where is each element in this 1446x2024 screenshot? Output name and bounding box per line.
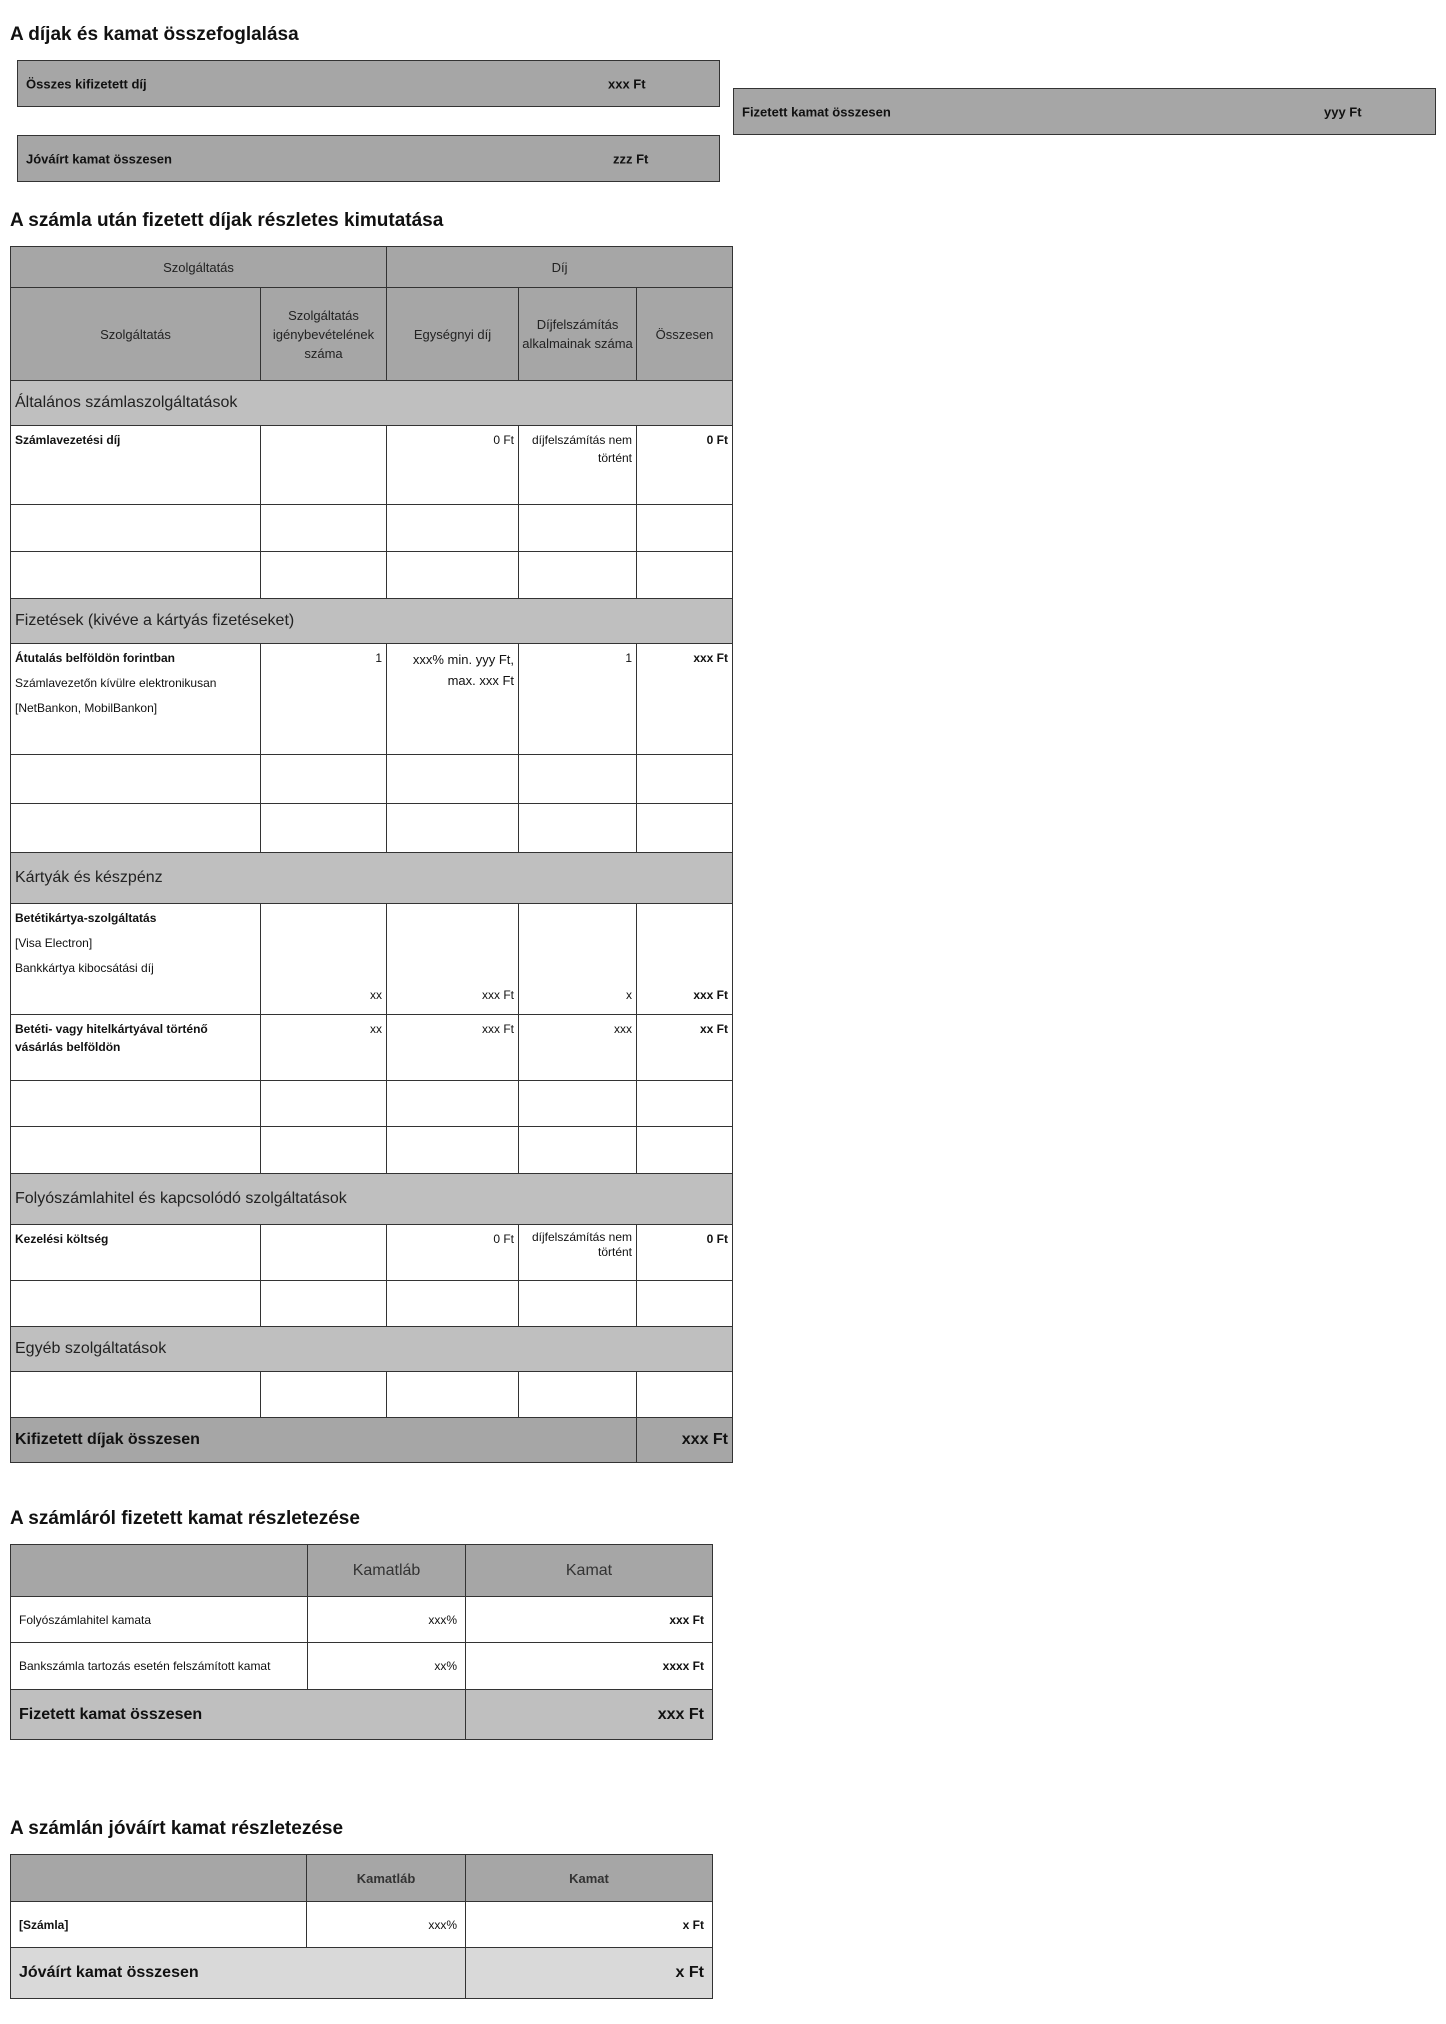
row-handling-unit: 0 Ft — [387, 1225, 519, 1281]
header-service: Szolgáltatás — [11, 288, 261, 381]
paid-interest-label: Fizetett kamat összesen — [742, 104, 891, 119]
total-fees-value: xxx Ft — [608, 76, 646, 91]
table-row — [11, 1372, 733, 1418]
section-overdraft: Folyószámlahitel és kapcsolódó szolgáltatások — [11, 1174, 733, 1225]
row-transfer-count: 1 — [519, 644, 637, 755]
paid-col-rate: Kamatláb — [308, 1545, 466, 1597]
row-debit-card-name: Betétikártya-szolgáltatás — [15, 911, 157, 925]
credited-row-label: [Számla] — [11, 1902, 307, 1948]
credited-interest-box — [17, 135, 720, 182]
row-card-purchase-usage: xx — [261, 1015, 387, 1081]
paid-interest-table — [10, 1544, 713, 1740]
row-account-fee-count: díjfelszámítás nem történt — [519, 426, 637, 505]
paid-col-interest: Kamat — [466, 1545, 713, 1597]
paid-interest-value: yyy Ft — [1324, 104, 1362, 119]
row-debit-card-total: xxx Ft — [637, 904, 733, 1015]
row-debit-card-sub1: [Visa Electron] — [15, 936, 93, 950]
paid-row-label: Bankszámla tartozás esetén felszámított kamat — [11, 1643, 308, 1690]
section-other: Egyéb szolgáltatások — [11, 1327, 733, 1372]
fees-table — [10, 246, 733, 1463]
section-general: Általános számlaszolgáltatások — [11, 381, 733, 426]
row-transfer-total: xxx Ft — [637, 644, 733, 755]
table-row — [11, 644, 733, 755]
table-row — [11, 804, 733, 853]
table-row — [11, 1127, 733, 1174]
paid-row-label: Folyószámlahitel kamata — [11, 1597, 308, 1643]
table-row — [11, 426, 733, 505]
total-fees-box — [17, 60, 720, 107]
header-unit-fee: Egységnyi díj — [387, 288, 519, 381]
credited-total-value: x Ft — [466, 1948, 713, 1999]
fees-title: A számla után fizetett díjak részletes kimutatása — [10, 210, 444, 231]
fees-total-value: xxx Ft — [637, 1418, 733, 1463]
paid-row-interest: xxxx Ft — [466, 1643, 713, 1690]
row-account-fee-unit: 0 Ft — [387, 426, 519, 505]
table-row — [11, 1643, 713, 1690]
row-account-fee-name: Számlavezetési díj — [11, 426, 261, 505]
row-transfer-name: Átutalás belföldön forintban — [15, 651, 175, 665]
row-transfer-usage: 1 — [261, 644, 387, 755]
credited-col-interest: Kamat — [466, 1855, 713, 1902]
table-row — [11, 755, 733, 804]
header-group-service: Szolgáltatás — [11, 247, 387, 288]
header-group-fee: Díj — [387, 247, 733, 288]
row-debit-card-sub2: Bankkártya kibocsátási díj — [15, 961, 154, 975]
table-row — [11, 1015, 733, 1081]
header-total: Összesen — [637, 288, 733, 381]
row-debit-card-count: x — [519, 904, 637, 1015]
row-transfer-sub1: Számlavezetőn kívülre elektronikusan — [15, 676, 217, 690]
header-usage-count: Szolgáltatás igénybevételének száma — [261, 288, 387, 381]
paid-row-rate: xx% — [308, 1643, 466, 1690]
row-transfer-sub2: [NetBankon, MobilBankon] — [15, 701, 158, 715]
credited-row-rate: xxx% — [307, 1902, 466, 1948]
paid-row-rate: xxx% — [308, 1597, 466, 1643]
credited-interest-value: zzz Ft — [613, 151, 649, 166]
table-row — [11, 1081, 733, 1127]
row-account-fee-total: 0 Ft — [637, 426, 733, 505]
credited-col-rate: Kamatláb — [307, 1855, 466, 1902]
row-transfer-unit: xxx% min. yyy Ft, max. xxx Ft — [387, 644, 519, 755]
credited-interest-table — [10, 1854, 713, 1999]
header-charge-count: Díjfelszámítás alkalmainak száma — [519, 288, 637, 381]
row-handling-name: Kezelési költség — [11, 1225, 261, 1281]
section-cards: Kártyák és készpénz — [11, 853, 733, 904]
row-debit-card-usage: xx — [261, 904, 387, 1015]
credited-interest-title: A számlán jóváírt kamat részletezése — [10, 1818, 344, 1839]
table-row — [11, 1597, 713, 1643]
row-handling-count: díjfelszámítás nem történt — [519, 1225, 637, 1281]
row-debit-card-unit: xxx Ft — [387, 904, 519, 1015]
paid-total-label: Fizetett kamat összesen — [11, 1690, 466, 1740]
paid-total-value: xxx Ft — [466, 1690, 713, 1740]
credited-total-label: Jóváírt kamat összesen — [11, 1948, 466, 1999]
table-row — [11, 1902, 713, 1948]
row-card-purchase-total: xx Ft — [637, 1015, 733, 1081]
row-card-purchase-count: xxx — [519, 1015, 637, 1081]
summary-title: A díjak és kamat összefoglalása — [10, 24, 299, 45]
table-row — [11, 1281, 733, 1327]
paid-interest-box — [733, 88, 1436, 135]
section-payments: Fizetések (kivéve a kártyás fizetéseket) — [11, 599, 733, 644]
total-fees-label: Összes kifizetett díj — [26, 76, 147, 91]
row-handling-total: 0 Ft — [637, 1225, 733, 1281]
table-row — [11, 1225, 733, 1281]
table-row — [11, 505, 733, 552]
credited-row-interest: x Ft — [466, 1902, 713, 1948]
row-card-purchase-unit: xxx Ft — [387, 1015, 519, 1081]
fees-total-label: Kifizetett díjak összesen — [11, 1418, 637, 1463]
row-card-purchase-name: Betéti- vagy hitelkártyával történő vásárlás belföldön — [11, 1015, 261, 1081]
credited-interest-label: Jóváírt kamat összesen — [26, 151, 172, 166]
paid-row-interest: xxx Ft — [466, 1597, 713, 1643]
table-row — [11, 904, 733, 1015]
table-row — [11, 552, 733, 599]
paid-interest-title: A számláról fizetett kamat részletezése — [10, 1508, 360, 1529]
